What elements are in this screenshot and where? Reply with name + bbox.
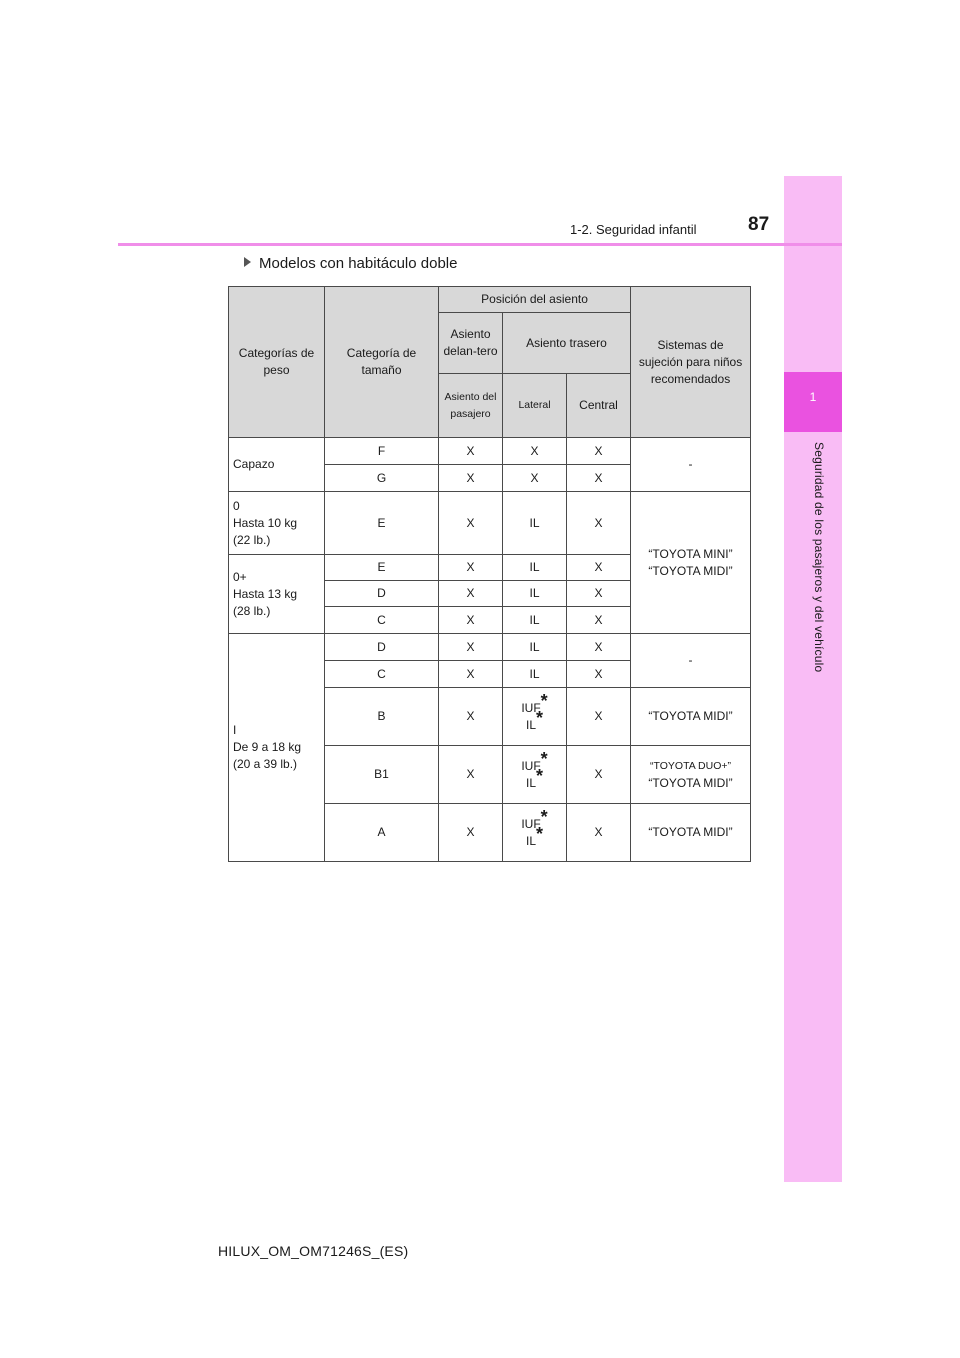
central-cell: X (567, 746, 631, 804)
asterisk-footnote-mark: * (536, 707, 544, 728)
systems-cell: “TOYOTA MIDI” (631, 688, 751, 746)
weight-cell (229, 634, 325, 862)
front-cell: X (439, 438, 503, 465)
size-cell: F (325, 438, 439, 465)
weight-cell (229, 555, 325, 634)
weight-line: I (233, 723, 237, 737)
central-cell: X (567, 607, 631, 634)
weight-line: De 9 a 18 kg (233, 740, 302, 754)
system-name: “TOYOTA DUO+” (650, 759, 732, 772)
lateral-cell (503, 688, 567, 746)
header-position: Posición del asiento (439, 287, 631, 313)
central-cell: X (567, 438, 631, 465)
central-cell: X (567, 581, 631, 607)
systems-cell (631, 746, 751, 804)
system-name: “TOYOTA MINI” (648, 546, 733, 561)
asterisk-footnote-mark: * (536, 765, 544, 786)
lateral-cell: IL (503, 581, 567, 607)
central-cell: X (567, 555, 631, 581)
weight-line: (28 lb.) (233, 603, 271, 618)
lateral-cell: IL (503, 555, 567, 581)
lateral-code: IL (525, 775, 536, 790)
front-cell: X (439, 804, 503, 862)
weight-line: Hasta 10 kg (233, 515, 298, 530)
table-row (229, 492, 751, 555)
subheading (244, 255, 457, 272)
front-cell: X (439, 555, 503, 581)
systems-cell (631, 492, 751, 634)
triangle-bullet-icon (244, 257, 251, 267)
systems-cell: - (631, 438, 751, 492)
chapter-side-tab (784, 176, 842, 1182)
size-cell: G (325, 465, 439, 492)
table-row (229, 634, 751, 661)
size-cell: A (325, 804, 439, 862)
size-cell: B1 (325, 746, 439, 804)
lateral-cell (503, 804, 567, 862)
system-name: “TOYOTA MIDI” (648, 563, 733, 578)
header-rear: Asiento trasero (503, 313, 631, 374)
lateral-code: IUF (521, 700, 541, 715)
front-cell: X (439, 607, 503, 634)
weight-line: 0+ (233, 569, 247, 584)
weight-line: (22 lb.) (233, 532, 271, 547)
front-cell: X (439, 465, 503, 492)
header-rule (118, 243, 842, 246)
size-cell: D (325, 634, 439, 661)
lateral-cell: X (503, 438, 567, 465)
size-cell: E (325, 555, 439, 581)
lateral-cell: IL (503, 661, 567, 688)
header-size: Categoría de tamaño (325, 287, 439, 438)
lateral-code: IL (525, 717, 536, 732)
document-footer: HILUX_OM_OM71246S_(ES) (218, 1243, 409, 1259)
weight-cell (229, 492, 325, 555)
asterisk-footnote-mark: * (540, 748, 548, 769)
lateral-code: IUF (521, 816, 541, 831)
chapter-number: 1 (809, 390, 817, 404)
asterisk-footnote-mark: * (536, 823, 544, 844)
lateral-cell: IL (503, 492, 567, 555)
child-seat-table (228, 286, 751, 862)
lateral-cell: IL (503, 634, 567, 661)
chapter-label: Seguridad de los pasajeros y del vehículo (812, 442, 826, 673)
header-weight: Categorías de peso (229, 287, 325, 438)
systems-cell: - (631, 634, 751, 688)
page-number: 87 (748, 214, 770, 235)
weight-cell: Capazo (229, 438, 325, 492)
systems-cell: “TOYOTA MIDI” (631, 804, 751, 862)
header-lateral: Lateral (503, 374, 567, 438)
table-row (229, 438, 751, 465)
lateral-cell: X (503, 465, 567, 492)
asterisk-footnote-mark: * (540, 806, 548, 827)
central-cell: X (567, 688, 631, 746)
front-cell: X (439, 661, 503, 688)
central-cell: X (567, 492, 631, 555)
header-central: Central (567, 374, 631, 438)
header-passenger: Asiento del pasajero (439, 374, 503, 438)
size-cell: C (325, 607, 439, 634)
size-cell: E (325, 492, 439, 555)
lateral-cell (503, 746, 567, 804)
weight-line: (20 a 39 lb.) (233, 757, 298, 771)
central-cell: X (567, 634, 631, 661)
central-cell: X (567, 804, 631, 862)
central-cell: X (567, 661, 631, 688)
front-cell: X (439, 634, 503, 661)
size-cell: C (325, 661, 439, 688)
section-title: 1-2. Seguridad infantil (570, 222, 697, 237)
lateral-code: IL (525, 833, 536, 848)
weight-line: Hasta 13 kg (233, 586, 298, 601)
weight-line: 0 (233, 498, 240, 513)
lateral-cell: IL (503, 607, 567, 634)
system-name: “TOYOTA MIDI” (648, 775, 733, 790)
asterisk-footnote-mark: * (540, 690, 548, 711)
front-cell: X (439, 492, 503, 555)
header-systems: Sistemas de sujeción para niños recomendados (631, 287, 751, 438)
lateral-code: IUF (521, 758, 541, 773)
size-cell: D (325, 581, 439, 607)
front-cell: X (439, 746, 503, 804)
front-cell: X (439, 688, 503, 746)
header-front: Asiento delan-tero (439, 313, 503, 374)
front-cell: X (439, 581, 503, 607)
central-cell: X (567, 465, 631, 492)
size-cell: B (325, 688, 439, 746)
subheading-text: Modelos con habitáculo doble (259, 255, 458, 272)
